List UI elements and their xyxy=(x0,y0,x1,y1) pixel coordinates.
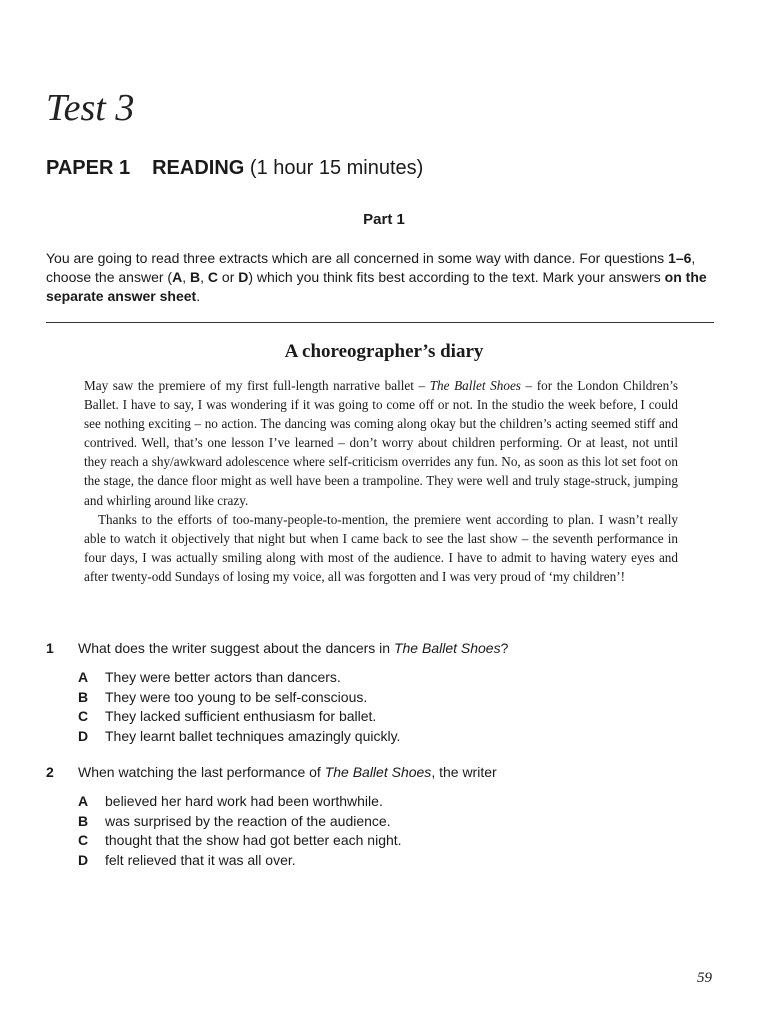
option-text: believed her hard work had been worthwhile. xyxy=(105,793,383,809)
paper-heading xyxy=(46,155,423,181)
option-b-label: B xyxy=(189,269,201,285)
option-letter: A xyxy=(78,669,89,685)
extract-title: A choreographer’s diary xyxy=(284,341,484,362)
question-text xyxy=(78,640,508,656)
option-c-label: C xyxy=(207,269,219,285)
option-letter: B xyxy=(78,812,89,829)
option-text: They were better actors than dancers. xyxy=(105,669,341,685)
option-a-label: A xyxy=(172,269,183,285)
question-text xyxy=(78,764,497,780)
answer-sheet-note: on the separate answer sheet xyxy=(46,269,707,304)
answer-option[interactable] xyxy=(78,831,402,851)
option-letter: D xyxy=(78,727,89,744)
ballet-title: The Ballet Shoes xyxy=(429,378,521,393)
paragraph-text: – for the London Children’s Ballet. I have to say, I was wondering if it was going to come off or not. In the studio the week before, I could see nothing exciting – no action. The dancing was coming along okay but the children’s acting seemed stiff and contrived. Well, that’s one lesson I’ve learned – don’t worry about children performing. Or at least, not until they reach a shy/awkward adolescence where self-criticism overrides any fun. No, as soon as this lot set foot on the stage, the dance floor might as well have been a trampoline. They were well and truly stage-struck, jumping and whirling around like crazy. xyxy=(84,378,678,508)
extract-body xyxy=(84,376,678,586)
answer-option[interactable] xyxy=(78,727,400,747)
option-letter: B xyxy=(78,688,89,705)
option-text: felt relieved that it was all over. xyxy=(105,851,296,868)
question-text-part: What does the writer suggest about the dancers in xyxy=(78,640,394,656)
instructions-intro: You are going to read three extracts which are all concerned in some way with dance. For questions xyxy=(46,250,665,266)
answer-option[interactable] xyxy=(78,707,400,727)
option-letter: C xyxy=(78,832,89,848)
answer-option[interactable] xyxy=(78,688,400,708)
instructions-end: . xyxy=(196,288,201,304)
extract-paragraph xyxy=(84,376,678,510)
separator: , xyxy=(182,269,190,285)
section-label: READING xyxy=(152,157,245,179)
question-number: 1 xyxy=(46,640,54,656)
question-text-part: , the writer xyxy=(431,764,497,780)
page-number: 59 xyxy=(697,970,712,986)
duration-label: (1 hour 15 minutes) xyxy=(249,157,424,179)
option-text: They lacked sufficient enthusiasm for ballet. xyxy=(105,708,377,724)
answer-option[interactable] xyxy=(78,812,402,832)
option-d-label: D xyxy=(238,269,249,285)
question-text-part: When watching the last performance of xyxy=(78,764,325,780)
test-title: Test 3 xyxy=(46,87,135,129)
answer-option[interactable] xyxy=(78,668,400,688)
option-text: was surprised by the reaction of the audience. xyxy=(105,812,391,829)
answer-options xyxy=(78,668,400,746)
option-letter: C xyxy=(78,708,89,724)
question-text-italic: The Ballet Shoes xyxy=(393,640,501,656)
extract-paragraph: Thanks to the efforts of too-many-people-to-mention, the premiere went according to plan. I wasn’t really able to watch it objectively that night but when I came back to see the last show – the seventh performance in four days, I was actually smiling along with most of the audience. I have to admit to having watery eyes and after twenty-odd Sundays of losing my voice, all was forgotten and I was very proud of ‘my children’! xyxy=(84,511,678,584)
divider-rule xyxy=(46,322,714,323)
answer-option[interactable] xyxy=(78,851,402,871)
separator: or xyxy=(218,269,239,285)
separator: , xyxy=(200,269,208,285)
paper-label: PAPER 1 xyxy=(46,157,131,179)
option-letter: D xyxy=(78,851,89,868)
option-text: thought that the show had got better each night. xyxy=(105,832,402,848)
paragraph-text: May saw the premiere of my first full-length narrative ballet – xyxy=(84,378,430,393)
question-text-part: ? xyxy=(500,640,509,656)
question-number: 2 xyxy=(46,764,54,780)
instructions-middle: , choose the answer ( xyxy=(46,250,696,285)
answer-options xyxy=(78,792,402,870)
option-text: They learnt ballet techniques amazingly quickly. xyxy=(105,727,401,744)
answer-option[interactable] xyxy=(78,792,402,812)
instructions-middle2: ) which you think fits best according to the text. Mark your answers xyxy=(248,269,665,285)
instructions xyxy=(46,249,726,306)
option-letter: A xyxy=(78,793,89,809)
option-text: They were too young to be self-conscious. xyxy=(105,688,368,705)
question-text-italic: The Ballet Shoes xyxy=(324,764,432,780)
question-range: 1–6 xyxy=(668,250,692,266)
part-title: Part 1 xyxy=(363,211,405,228)
